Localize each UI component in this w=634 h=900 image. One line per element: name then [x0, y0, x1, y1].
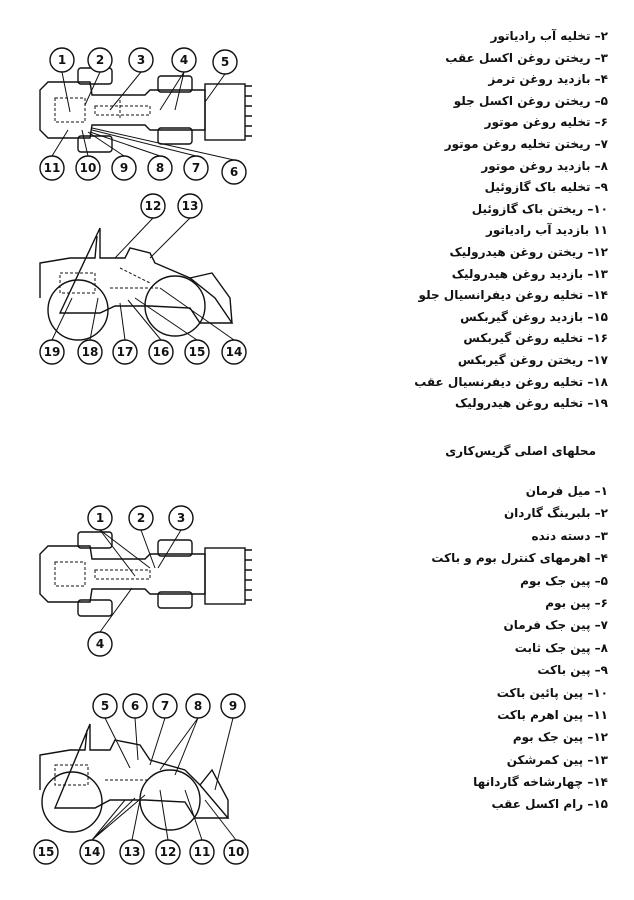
list-item: ۴– بازدید روغن ترمز	[488, 72, 608, 87]
list-item: ۱۷– ریختن روغن گیربکس	[457, 352, 608, 367]
list-item: ۳– دسته دنده	[531, 528, 608, 543]
list-item: ۶– تخلیه روغن موتور	[484, 115, 608, 130]
callout-number: 2	[95, 53, 105, 67]
list-item: ۹– پین باکت	[537, 663, 608, 678]
callout-number: 3	[176, 511, 186, 525]
list-item: ۱۲– ریختن روغن هیدرولیک	[449, 244, 608, 259]
callout-number: 15	[37, 845, 55, 859]
grease-points-list	[431, 480, 608, 816]
callout-number: 19	[43, 345, 61, 359]
callout-number: 18	[81, 345, 99, 359]
callout-number: 4	[95, 637, 105, 651]
callout-number: 9	[228, 699, 238, 713]
list-item: ۵– ریختن روغن اکسل جلو	[453, 93, 608, 108]
figure-loader-side-view-grease	[0, 690, 270, 875]
list-item: ۱۱– پین اهرم باکت	[497, 707, 608, 722]
callout-number: 5	[100, 699, 110, 713]
callouts-top-view-2	[88, 506, 193, 656]
callout-number: 1	[95, 511, 105, 525]
list-item: ۱۳– بازدید روغن هیدرولیک	[451, 266, 608, 281]
callout-number: 17	[116, 345, 134, 359]
callout-number: 10	[79, 161, 97, 175]
list-item: ۷– پین جک فرمان	[503, 618, 608, 633]
callout-number: 13	[181, 199, 199, 213]
callout-number: 5	[220, 55, 230, 69]
figure-loader-top-view-grease	[0, 496, 270, 666]
list-item: ۱۱ بازدید آب رادیاتور	[485, 223, 608, 238]
list-item: ۱۰– پین پائین باکت	[496, 685, 608, 700]
callouts-top-view-1	[40, 48, 246, 184]
list-item: ۱۹– تخلیه روغن هیدرولیک	[455, 396, 608, 411]
list-item: ۶– پین بوم	[545, 595, 608, 610]
callout-number: 11	[193, 845, 211, 859]
list-item: ۹– تخلیه باک گازوئیل	[484, 180, 608, 195]
list-item: ۱– میل فرمان	[525, 484, 608, 498]
list-item: ۱۸– تخلیه روغن دیفرنسیال عقب	[414, 374, 608, 389]
callout-number: 6	[130, 699, 140, 713]
callout-number: 13	[123, 845, 141, 859]
callout-number: 7	[160, 699, 170, 713]
callout-number: 14	[225, 345, 243, 359]
callout-number: 11	[43, 161, 61, 175]
callout-number: 12	[159, 845, 177, 859]
callout-number: 15	[188, 345, 206, 359]
callout-number: 1	[57, 53, 67, 67]
callout-number: 8	[193, 699, 203, 713]
callout-number: 8	[155, 161, 165, 175]
list-item: ۳– ریختن روغن اکسل عقب	[445, 50, 608, 65]
callout-number: 6	[229, 165, 239, 179]
callout-number: 7	[191, 161, 201, 175]
list-item: ۱۵– بازدید روغن گیربکس	[460, 309, 608, 324]
list-item: ۸– بازدید روغن موتور	[481, 158, 608, 173]
grease-points-heading: محلهای اصلی گریس‌کاری	[445, 444, 596, 458]
figure-loader-top-view-maintenance	[0, 20, 270, 190]
callout-number: 3	[136, 53, 146, 67]
list-item: ۱۵– رام اکسل عقب	[491, 797, 608, 812]
figure-loader-side-view-maintenance	[0, 188, 270, 373]
list-item: ۱۶– تخلیه روغن گیربکس	[463, 331, 608, 346]
list-item: ۲– تخلیه آب رادیاتور	[490, 29, 608, 43]
list-item: ۱۰– ریختن باک گازوئیل	[471, 201, 608, 216]
maintenance-points-list	[414, 26, 608, 415]
callout-number: 4	[179, 53, 189, 67]
callout-number: 14	[83, 845, 101, 859]
list-item: ۲– بلبرینگ گاردان	[503, 506, 608, 521]
callout-number: 16	[152, 345, 170, 359]
list-item: ۱۴– تخلیه روغن دیفرانسیال جلو	[418, 288, 608, 303]
callout-number: 12	[144, 199, 162, 213]
list-item: ۱۲– پین جک بوم	[512, 730, 608, 745]
list-item: ۱۳– پین کمرشکن	[506, 752, 608, 767]
list-item: ۷– ریختن تخلیه روغن موتور	[444, 136, 608, 151]
list-item: ۸– پین جک ثابت	[514, 640, 608, 655]
list-item: ۴– اهرمهای کنترل بوم و باکت	[431, 551, 608, 566]
callout-number: 2	[136, 511, 146, 525]
list-item: ۵– پین جک بوم	[520, 573, 608, 588]
callout-number: 9	[119, 161, 129, 175]
callouts-side-view-2	[34, 694, 248, 864]
list-item: ۱۴– چهارشاخه گاردانها	[473, 775, 608, 790]
callout-number: 10	[227, 845, 245, 859]
